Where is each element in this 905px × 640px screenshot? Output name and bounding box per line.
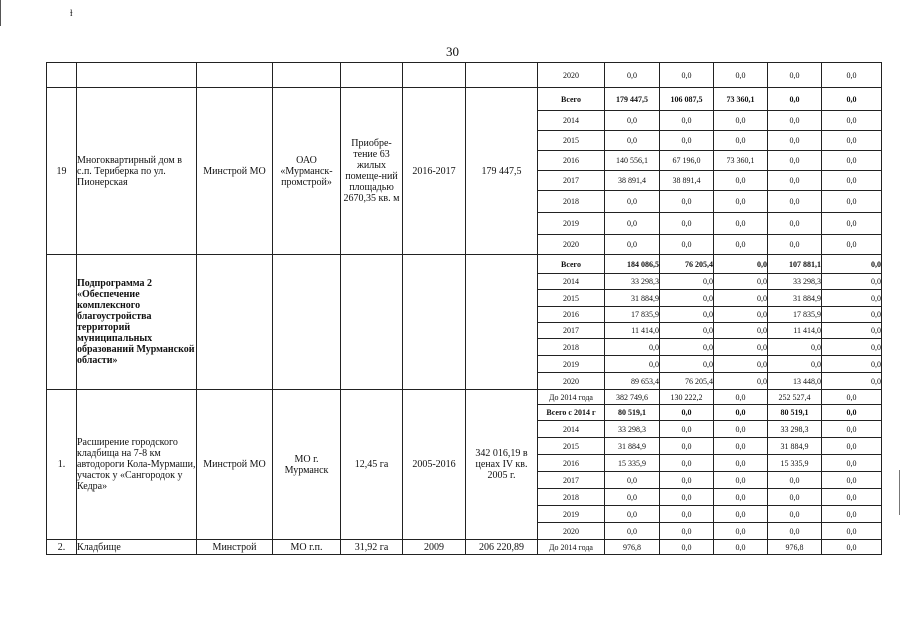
year-cell: Всего — [538, 255, 605, 274]
period: 2016-2017 — [403, 88, 466, 255]
item-number: 19 — [47, 88, 77, 255]
value-cell: 0,0 — [714, 171, 768, 191]
year-cell: 2019 — [538, 356, 605, 373]
value-cell: 0,0 — [714, 472, 768, 489]
value-cell: 0,0 — [660, 290, 714, 307]
year-cell: 2014 — [538, 111, 605, 131]
year-cell: 2015 — [538, 290, 605, 307]
value-cell: 0,0 — [822, 339, 882, 356]
value-cell: 0,0 — [822, 506, 882, 523]
value-cell: 0,0 — [822, 131, 882, 151]
developer-cell — [273, 63, 341, 88]
customer: Минстрой МО — [197, 390, 273, 540]
year-cell: 2015 — [538, 131, 605, 151]
year-cell: 2018 — [538, 191, 605, 213]
value-cell: 0,0 — [714, 455, 768, 472]
value-cell: 0,0 — [768, 489, 822, 506]
value-cell: 0,0 — [714, 356, 768, 373]
value-cell: 0,0 — [605, 523, 660, 540]
table-row — [47, 88, 882, 111]
value-cell: 0,0 — [660, 131, 714, 151]
value-cell: 179 447,5 — [605, 88, 660, 111]
value-cell: 0,0 — [660, 274, 714, 290]
object-name: Кладбище — [77, 540, 197, 555]
page-number: 30 — [446, 44, 459, 59]
year-cell: 2014 — [538, 274, 605, 290]
value-cell: 0,0 — [768, 523, 822, 540]
value-cell: 15 335,9 — [605, 455, 660, 472]
value-cell: 0,0 — [660, 339, 714, 356]
value-cell: 0,0 — [714, 131, 768, 151]
value-cell: 0,0 — [822, 323, 882, 339]
value-cell: 0,0 — [822, 472, 882, 489]
year-cell: 2020 — [538, 63, 605, 88]
table-row — [47, 540, 882, 555]
value-cell: 0,0 — [714, 290, 768, 307]
year-cell: 2014 — [538, 421, 605, 438]
estimated-cost: 342 016,19 в ценах IV кв. 2005 г. — [466, 390, 538, 540]
value-cell: 0,0 — [660, 540, 714, 555]
value-cell: 0,0 — [714, 111, 768, 131]
value-cell: 0,0 — [768, 88, 822, 111]
value-cell: 0,0 — [605, 111, 660, 131]
value-cell: 0,0 — [822, 438, 882, 455]
value-cell: 76 205,4 — [660, 373, 714, 390]
value-cell: 0,0 — [822, 489, 882, 506]
num-cell — [47, 63, 77, 88]
value-cell: 17 835,9 — [768, 307, 822, 323]
table-row — [47, 63, 882, 88]
developer: МО г.п. — [273, 540, 341, 555]
year-cell: 2016 — [538, 151, 605, 171]
value-cell: 0,0 — [822, 255, 882, 274]
value-cell: 0,0 — [768, 339, 822, 356]
estimated-cost: 206 220,89 — [466, 540, 538, 555]
period-cell — [403, 63, 466, 88]
value-cell: 0,0 — [660, 472, 714, 489]
value-cell: 0,0 — [714, 421, 768, 438]
value-cell: 0,0 — [768, 235, 822, 255]
value-cell: 17 835,9 — [605, 307, 660, 323]
value-cell: 0,0 — [660, 356, 714, 373]
customer-cell — [197, 63, 273, 88]
value-cell: 0,0 — [822, 455, 882, 472]
num-cell — [47, 255, 77, 390]
value-cell: 11 414,0 — [605, 323, 660, 339]
year-cell: 2017 — [538, 171, 605, 191]
cost-cell — [466, 255, 538, 390]
value-cell: 15 335,9 — [768, 455, 822, 472]
value-cell: 0,0 — [660, 63, 714, 88]
scan-edge-line — [0, 0, 1, 26]
value-cell: 76 205,4 — [660, 255, 714, 274]
value-cell: 0,0 — [605, 472, 660, 489]
customer: Минстрой МО — [197, 88, 273, 255]
value-cell: 0,0 — [768, 151, 822, 171]
name-cell — [77, 63, 197, 88]
value-cell: 31 884,9 — [605, 438, 660, 455]
value-cell: 80 519,1 — [768, 405, 822, 421]
value-cell: 0,0 — [714, 63, 768, 88]
developer: МО г. Мурманск — [273, 390, 341, 540]
value-cell: 107 881,1 — [768, 255, 822, 274]
year-cell: 2016 — [538, 307, 605, 323]
value-cell: 0,0 — [605, 191, 660, 213]
value-cell: 0,0 — [605, 63, 660, 88]
year-cell: 2016 — [538, 455, 605, 472]
value-cell: 0,0 — [605, 213, 660, 235]
customer-cell — [197, 255, 273, 390]
value-cell: 0,0 — [660, 421, 714, 438]
value-cell: 0,0 — [714, 523, 768, 540]
value-cell: 0,0 — [660, 213, 714, 235]
value-cell: 0,0 — [660, 307, 714, 323]
year-cell: 2018 — [538, 489, 605, 506]
value-cell: 0,0 — [768, 191, 822, 213]
value-cell: 13 448,0 — [768, 373, 822, 390]
value-cell: 976,8 — [605, 540, 660, 555]
value-cell: 89 653,4 — [605, 373, 660, 390]
value-cell: 0,0 — [605, 131, 660, 151]
year-cell: 2020 — [538, 523, 605, 540]
value-cell: 0,0 — [714, 489, 768, 506]
value-cell: 0,0 — [714, 255, 768, 274]
value-cell: 0,0 — [605, 339, 660, 356]
value-cell: 0,0 — [822, 151, 882, 171]
year-cell: 2019 — [538, 506, 605, 523]
value-cell: 0,0 — [822, 307, 882, 323]
value-cell: 33 298,3 — [605, 421, 660, 438]
value-cell: 106 087,5 — [660, 88, 714, 111]
year-cell: 2019 — [538, 213, 605, 235]
value-cell: 252 527,4 — [768, 390, 822, 405]
value-cell: 67 196,0 — [660, 151, 714, 171]
capacity: Приобре-тение 63 жилых помеще-ний площадью 2670,35 кв. м — [341, 88, 403, 255]
value-cell: 0,0 — [714, 235, 768, 255]
value-cell: 0,0 — [714, 506, 768, 523]
year-cell: До 2014 года — [538, 390, 605, 405]
value-cell: 0,0 — [822, 421, 882, 438]
scan-mark: ɫ — [70, 8, 73, 18]
value-cell: 0,0 — [714, 307, 768, 323]
value-cell: 0,0 — [822, 356, 882, 373]
value-cell: 0,0 — [605, 356, 660, 373]
value-cell: 0,0 — [768, 472, 822, 489]
value-cell: 33 298,3 — [768, 421, 822, 438]
value-cell: 33 298,3 — [768, 274, 822, 290]
value-cell: 38 891,4 — [605, 171, 660, 191]
value-cell: 0,0 — [660, 455, 714, 472]
value-cell: 0,0 — [605, 235, 660, 255]
value-cell: 0,0 — [768, 356, 822, 373]
value-cell: 0,0 — [768, 131, 822, 151]
value-cell: 0,0 — [822, 274, 882, 290]
value-cell: 0,0 — [822, 523, 882, 540]
year-cell: 2017 — [538, 323, 605, 339]
item-number: 1. — [47, 390, 77, 540]
value-cell: 0,0 — [660, 438, 714, 455]
value-cell: 382 749,6 — [605, 390, 660, 405]
value-cell: 73 360,1 — [714, 88, 768, 111]
value-cell: 0,0 — [822, 390, 882, 405]
value-cell: 0,0 — [714, 540, 768, 555]
value-cell: 976,8 — [768, 540, 822, 555]
value-cell: 0,0 — [768, 171, 822, 191]
year-cell: 2017 — [538, 472, 605, 489]
object-name: Многоквартирный дом в с.п. Териберка по ул. Пионерская — [77, 88, 197, 255]
value-cell: 0,0 — [714, 191, 768, 213]
value-cell: 0,0 — [822, 540, 882, 555]
year-cell: 2020 — [538, 235, 605, 255]
value-cell: 0,0 — [822, 88, 882, 111]
value-cell: 130 222,2 — [660, 390, 714, 405]
capacity: 31,92 га — [341, 540, 403, 555]
customer: Минстрой — [197, 540, 273, 555]
value-cell: 0,0 — [714, 323, 768, 339]
value-cell: 0,0 — [768, 506, 822, 523]
year-cell: 2015 — [538, 438, 605, 455]
value-cell: 0,0 — [768, 63, 822, 88]
period: 2005-2016 — [403, 390, 466, 540]
value-cell: 33 298,3 — [605, 274, 660, 290]
subprogram-name: Подпрограмма 2 «Обеспечение комплексного благоустройства территорий муниципальных образований Мурманской области» — [77, 255, 197, 390]
year-cell: Всего с 2014 г — [538, 405, 605, 421]
capacity: 12,45 га — [341, 390, 403, 540]
value-cell: 0,0 — [822, 191, 882, 213]
period-cell — [403, 255, 466, 390]
value-cell: 31 884,9 — [768, 290, 822, 307]
value-cell: 0,0 — [768, 111, 822, 131]
value-cell: 0,0 — [660, 235, 714, 255]
value-cell: 31 884,9 — [768, 438, 822, 455]
value-cell: 0,0 — [768, 213, 822, 235]
value-cell: 0,0 — [605, 489, 660, 506]
value-cell: 0,0 — [822, 111, 882, 131]
value-cell: 0,0 — [822, 235, 882, 255]
value-cell: 0,0 — [822, 373, 882, 390]
cost-cell — [466, 63, 538, 88]
value-cell: 184 086,5 — [605, 255, 660, 274]
value-cell: 0,0 — [660, 523, 714, 540]
period: 2009 — [403, 540, 466, 555]
value-cell: 0,0 — [714, 339, 768, 356]
value-cell: 140 556,1 — [605, 151, 660, 171]
value-cell: 0,0 — [660, 191, 714, 213]
value-cell: 80 519,1 — [605, 405, 660, 421]
value-cell: 0,0 — [660, 506, 714, 523]
developer-cell — [273, 255, 341, 390]
value-cell: 0,0 — [822, 290, 882, 307]
year-cell: Всего — [538, 88, 605, 111]
value-cell: 0,0 — [822, 213, 882, 235]
table-row — [47, 255, 882, 274]
value-cell: 0,0 — [714, 438, 768, 455]
year-cell: 2020 — [538, 373, 605, 390]
object-name: Расширение городского кладбища на 7-8 км автодороги Кола-Мурмаши, участок у «Сангородок у Кедра» — [77, 390, 197, 540]
value-cell: 0,0 — [822, 171, 882, 191]
year-cell: До 2014 года — [538, 540, 605, 555]
table-row — [47, 390, 882, 405]
value-cell: 73 360,1 — [714, 151, 768, 171]
developer: ОАО «Мурманск-промстрой» — [273, 88, 341, 255]
value-cell: 0,0 — [714, 405, 768, 421]
capacity-cell — [341, 255, 403, 390]
value-cell: 0,0 — [714, 373, 768, 390]
value-cell: 0,0 — [660, 111, 714, 131]
value-cell: 0,0 — [714, 213, 768, 235]
value-cell: 0,0 — [822, 405, 882, 421]
value-cell: 0,0 — [822, 63, 882, 88]
year-cell: 2018 — [538, 339, 605, 356]
capacity-cell — [341, 63, 403, 88]
value-cell: 11 414,0 — [768, 323, 822, 339]
budget-table — [46, 62, 882, 555]
value-cell: 0,0 — [714, 274, 768, 290]
scan-edge-line — [899, 470, 900, 515]
value-cell: 0,0 — [605, 506, 660, 523]
value-cell: 38 891,4 — [660, 171, 714, 191]
value-cell: 0,0 — [660, 405, 714, 421]
value-cell: 0,0 — [660, 323, 714, 339]
estimated-cost: 179 447,5 — [466, 88, 538, 255]
value-cell: 0,0 — [714, 390, 768, 405]
item-number: 2. — [47, 540, 77, 555]
value-cell: 0,0 — [660, 489, 714, 506]
value-cell: 31 884,9 — [605, 290, 660, 307]
